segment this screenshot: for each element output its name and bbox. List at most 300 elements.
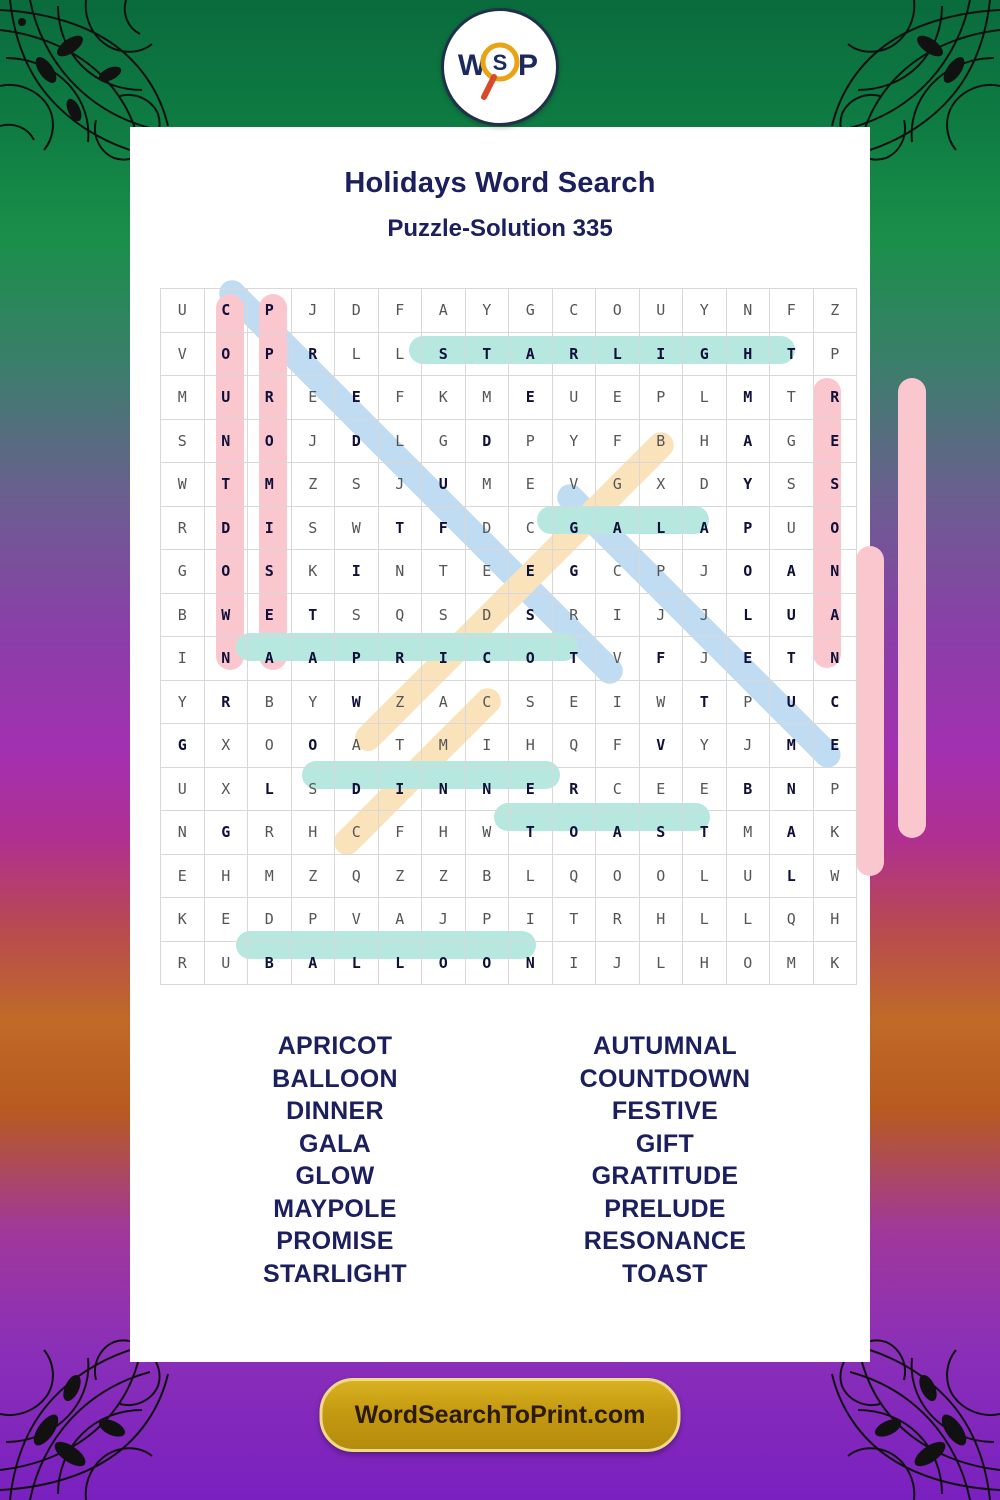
grid-cell[interactable]: E	[465, 550, 509, 594]
grid-row	[161, 854, 857, 898]
grid-cell[interactable]: I	[596, 593, 640, 637]
grid-cell[interactable]: G	[683, 332, 727, 376]
grid-cell[interactable]: Q	[770, 898, 814, 942]
grid-cell[interactable]: K	[813, 941, 857, 985]
grid-cell[interactable]: Z	[378, 680, 422, 724]
grid-cell[interactable]: J	[639, 593, 683, 637]
grid-cell[interactable]: N	[770, 767, 814, 811]
grid-cell[interactable]: M	[726, 376, 770, 420]
grid-cell[interactable]: R	[248, 811, 292, 855]
grid-cell[interactable]: I	[465, 724, 509, 768]
grid-cell[interactable]: O	[726, 941, 770, 985]
grid-cell[interactable]: U	[726, 854, 770, 898]
grid-cell[interactable]: I	[335, 550, 379, 594]
grid-cell[interactable]: V	[639, 724, 683, 768]
grid-cell[interactable]: I	[378, 767, 422, 811]
grid-cell[interactable]: V	[596, 637, 640, 681]
grid-cell[interactable]: P	[726, 680, 770, 724]
website-button-label: WordSearchToPrint.com	[354, 1400, 646, 1429]
grid-cell[interactable]: R	[552, 332, 596, 376]
page-subtitle: Puzzle-Solution 335	[387, 215, 613, 242]
svg-text:P: P	[517, 49, 539, 82]
grid-cell[interactable]: L	[726, 593, 770, 637]
grid-cell[interactable]: M	[770, 724, 814, 768]
grid-cell[interactable]: Y	[683, 724, 727, 768]
grid-cell[interactable]: M	[161, 376, 205, 420]
grid-cell[interactable]: H	[422, 811, 466, 855]
website-button[interactable]	[320, 1378, 681, 1452]
grid-cell[interactable]: L	[335, 332, 379, 376]
grid-cell[interactable]: S	[291, 767, 335, 811]
grid-cell[interactable]: Z	[378, 854, 422, 898]
grid-cell[interactable]: R	[248, 376, 292, 420]
grid-cell[interactable]: O	[248, 419, 292, 463]
grid-cell[interactable]: P	[813, 767, 857, 811]
grid-cell[interactable]: N	[204, 419, 248, 463]
grid-cell[interactable]: N	[726, 289, 770, 333]
grid-cell[interactable]: T	[378, 724, 422, 768]
grid-cell[interactable]: O	[204, 550, 248, 594]
grid-cell[interactable]: U	[770, 506, 814, 550]
grid-cell[interactable]: O	[552, 811, 596, 855]
grid-cell[interactable]: I	[509, 898, 553, 942]
grid-cell[interactable]: U	[639, 289, 683, 333]
grid-cell[interactable]: R	[813, 376, 857, 420]
grid-cell[interactable]: D	[465, 506, 509, 550]
grid-cell[interactable]: T	[683, 680, 727, 724]
grid-cell[interactable]: L	[596, 332, 640, 376]
grid-cell[interactable]: H	[204, 854, 248, 898]
grid-cell[interactable]: E	[683, 767, 727, 811]
grid-cell[interactable]: E	[161, 854, 205, 898]
grid-cell[interactable]: D	[335, 289, 379, 333]
grid-cell[interactable]: W	[813, 854, 857, 898]
grid-cell[interactable]: A	[422, 289, 466, 333]
grid-cell[interactable]: L	[335, 941, 379, 985]
grid-cell[interactable]: R	[161, 506, 205, 550]
grid-cell[interactable]: T	[683, 811, 727, 855]
grid-cell[interactable]: T	[378, 506, 422, 550]
grid-cell[interactable]: H	[639, 898, 683, 942]
grid-row	[161, 376, 857, 420]
grid-cell[interactable]: N	[204, 637, 248, 681]
grid-row	[161, 593, 857, 637]
grid-cell[interactable]: K	[291, 550, 335, 594]
word-list-column-right	[500, 1030, 830, 1290]
grid-cell[interactable]: T	[291, 593, 335, 637]
site-logo	[441, 8, 559, 126]
grid-cell[interactable]: E	[726, 637, 770, 681]
grid-cell[interactable]: A	[726, 419, 770, 463]
grid-cell[interactable]: H	[726, 332, 770, 376]
grid-cell[interactable]: H	[683, 419, 727, 463]
grid-cell[interactable]: Z	[422, 854, 466, 898]
grid-cell[interactable]: A	[683, 506, 727, 550]
grid-cell[interactable]: F	[378, 811, 422, 855]
grid-cell[interactable]: O	[813, 506, 857, 550]
grid-cell[interactable]: E	[509, 767, 553, 811]
grid-cell[interactable]: K	[422, 376, 466, 420]
word-list-item: BALLOON	[272, 1064, 398, 1093]
grid-cell[interactable]: P	[813, 332, 857, 376]
grid-cell[interactable]: P	[726, 506, 770, 550]
word-list-item: APRICOT	[277, 1032, 393, 1060]
grid-cell[interactable]: Q	[552, 854, 596, 898]
grid-cell[interactable]: X	[204, 724, 248, 768]
grid-cell[interactable]: I	[639, 332, 683, 376]
grid-cell[interactable]: M	[465, 376, 509, 420]
grid-row	[161, 680, 857, 724]
grid-cell[interactable]: S	[335, 463, 379, 507]
grid-cell[interactable]: Z	[291, 463, 335, 507]
grid-cell[interactable]: Q	[552, 724, 596, 768]
grid-cell[interactable]: A	[422, 680, 466, 724]
grid-cell[interactable]: X	[639, 463, 683, 507]
grid-cell[interactable]: S	[813, 463, 857, 507]
grid-cell[interactable]: S	[639, 811, 683, 855]
word-list-item: GRATITUDE	[591, 1162, 739, 1190]
grid-cell[interactable]: S	[509, 680, 553, 724]
grid-cell[interactable]: S	[248, 550, 292, 594]
grid-cell[interactable]: O	[509, 637, 553, 681]
grid-cell[interactable]: J	[683, 637, 727, 681]
grid-cell[interactable]: J	[291, 289, 335, 333]
grid-cell[interactable]: A	[291, 637, 335, 681]
grid-cell[interactable]: L	[639, 941, 683, 985]
grid-cell[interactable]: O	[465, 941, 509, 985]
word-search-grid-wrapper	[160, 288, 840, 985]
grid-cell[interactable]: A	[596, 811, 640, 855]
grid-cell[interactable]: G	[552, 506, 596, 550]
grid-cell[interactable]: J	[726, 724, 770, 768]
grid-cell[interactable]: B	[248, 680, 292, 724]
grid-cell[interactable]: B	[465, 854, 509, 898]
word-list-item: FESTIVE	[611, 1097, 719, 1125]
grid-cell[interactable]: M	[770, 941, 814, 985]
grid-cell[interactable]: U	[422, 463, 466, 507]
grid-cell[interactable]: U	[204, 941, 248, 985]
highlight-band-resonance-vertical	[898, 378, 926, 838]
grid-cell[interactable]: C	[335, 811, 379, 855]
grid-cell[interactable]: O	[291, 724, 335, 768]
grid-row	[161, 724, 857, 768]
page-title: Holidays Word Search	[344, 167, 656, 199]
grid-cell[interactable]: A	[770, 811, 814, 855]
grid-cell[interactable]: O	[422, 941, 466, 985]
grid-cell[interactable]: L	[726, 898, 770, 942]
grid-cell[interactable]: Z	[813, 289, 857, 333]
grid-cell[interactable]: Y	[161, 680, 205, 724]
grid-row	[161, 767, 857, 811]
grid-cell[interactable]: J	[683, 550, 727, 594]
grid-cell[interactable]: P	[465, 898, 509, 942]
grid-cell[interactable]: E	[509, 463, 553, 507]
grid-cell[interactable]: A	[335, 724, 379, 768]
word-list-item: PROMISE	[276, 1227, 394, 1255]
grid-cell[interactable]: R	[552, 767, 596, 811]
grid-cell[interactable]: B	[161, 593, 205, 637]
grid-row	[161, 811, 857, 855]
grid-cell[interactable]: L	[683, 898, 727, 942]
grid-cell[interactable]: G	[552, 550, 596, 594]
grid-cell[interactable]: H	[813, 898, 857, 942]
grid-cell[interactable]: F	[639, 637, 683, 681]
grid-cell[interactable]: C	[509, 506, 553, 550]
grid-cell[interactable]: O	[639, 854, 683, 898]
grid-cell[interactable]: U	[161, 767, 205, 811]
grid-cell[interactable]: T	[204, 463, 248, 507]
grid-cell[interactable]: G	[204, 811, 248, 855]
word-search-grid[interactable]	[160, 288, 857, 985]
grid-cell[interactable]: L	[248, 767, 292, 811]
grid-cell[interactable]: D	[248, 898, 292, 942]
grid-cell[interactable]: F	[378, 376, 422, 420]
word-list-item: MAYPOLE	[273, 1194, 397, 1223]
grid-cell[interactable]: F	[596, 724, 640, 768]
grid-cell[interactable]: Y	[552, 419, 596, 463]
grid-cell[interactable]: J	[378, 463, 422, 507]
grid-cell[interactable]: Y	[291, 680, 335, 724]
grid-row	[161, 463, 857, 507]
grid-cell[interactable]: E	[813, 724, 857, 768]
grid-cell[interactable]: Z	[291, 854, 335, 898]
grid-cell[interactable]: A	[596, 506, 640, 550]
grid-cell[interactable]: E	[204, 898, 248, 942]
grid-cell[interactable]: O	[596, 289, 640, 333]
grid-cell[interactable]: S	[422, 332, 466, 376]
grid-cell[interactable]: W	[639, 680, 683, 724]
grid-cell[interactable]: P	[639, 376, 683, 420]
grid-cell[interactable]: X	[204, 767, 248, 811]
grid-cell[interactable]: N	[378, 550, 422, 594]
grid-cell[interactable]: G	[161, 550, 205, 594]
word-list-item: GLOW	[295, 1162, 375, 1190]
grid-cell[interactable]: J	[291, 419, 335, 463]
grid-cell[interactable]: P	[639, 550, 683, 594]
grid-cell[interactable]: Y	[683, 289, 727, 333]
grid-cell[interactable]: J	[422, 898, 466, 942]
grid-cell[interactable]: K	[161, 898, 205, 942]
grid-cell[interactable]: R	[552, 593, 596, 637]
grid-cell[interactable]: V	[335, 898, 379, 942]
grid-cell[interactable]: R	[204, 680, 248, 724]
grid-cell[interactable]: T	[770, 376, 814, 420]
grid-cell[interactable]: U	[552, 376, 596, 420]
grid-cell[interactable]: S	[422, 593, 466, 637]
grid-cell[interactable]: H	[509, 724, 553, 768]
grid-cell[interactable]: U	[770, 593, 814, 637]
grid-cell[interactable]: U	[204, 376, 248, 420]
grid-cell[interactable]: C	[465, 680, 509, 724]
grid-cell[interactable]: F	[422, 506, 466, 550]
grid-cell[interactable]: D	[335, 419, 379, 463]
grid-cell[interactable]: T	[770, 637, 814, 681]
grid-cell[interactable]: G	[596, 463, 640, 507]
grid-cell[interactable]: P	[248, 289, 292, 333]
grid-cell[interactable]: L	[683, 376, 727, 420]
grid-cell[interactable]: A	[378, 898, 422, 942]
grid-cell[interactable]: L	[378, 332, 422, 376]
grid-row	[161, 506, 857, 550]
grid-cell[interactable]: D	[204, 506, 248, 550]
highlight-band-autumnal-vertical	[856, 546, 884, 876]
grid-cell[interactable]: E	[509, 550, 553, 594]
grid-cell[interactable]: P	[248, 332, 292, 376]
grid-cell[interactable]: Y	[726, 463, 770, 507]
grid-cell[interactable]: T	[552, 637, 596, 681]
grid-cell[interactable]: G	[770, 419, 814, 463]
svg-text:S: S	[492, 50, 508, 75]
grid-cell[interactable]: E	[552, 680, 596, 724]
word-list-column-left	[170, 1030, 500, 1290]
grid-cell[interactable]: H	[683, 941, 727, 985]
word-list-item: PRELUDE	[604, 1194, 726, 1223]
grid-cell[interactable]: O	[248, 724, 292, 768]
grid-cell[interactable]: K	[813, 811, 857, 855]
grid-cell[interactable]: S	[335, 593, 379, 637]
grid-cell[interactable]: R	[161, 941, 205, 985]
grid-cell[interactable]: T	[422, 550, 466, 594]
grid-cell[interactable]: T	[770, 332, 814, 376]
grid-cell[interactable]: A	[813, 593, 857, 637]
grid-cell[interactable]: W	[465, 811, 509, 855]
grid-cell[interactable]: O	[596, 854, 640, 898]
grid-cell[interactable]: M	[422, 724, 466, 768]
grid-cell[interactable]: E	[248, 593, 292, 637]
grid-cell[interactable]: F	[770, 289, 814, 333]
grid-cell[interactable]: L	[639, 506, 683, 550]
grid-cell[interactable]: Q	[335, 854, 379, 898]
grid-cell[interactable]: M	[248, 854, 292, 898]
grid-cell[interactable]: G	[422, 419, 466, 463]
grid-cell[interactable]: O	[204, 332, 248, 376]
grid-cell[interactable]: N	[465, 767, 509, 811]
grid-cell[interactable]: D	[465, 593, 509, 637]
grid-cell[interactable]: G	[509, 289, 553, 333]
grid-cell[interactable]: M	[726, 811, 770, 855]
grid-cell[interactable]: Y	[465, 289, 509, 333]
grid-cell[interactable]: G	[161, 724, 205, 768]
grid-cell[interactable]: N	[813, 637, 857, 681]
grid-cell[interactable]: I	[552, 941, 596, 985]
grid-cell[interactable]: F	[596, 419, 640, 463]
grid-cell[interactable]: S	[161, 419, 205, 463]
grid-cell[interactable]: L	[683, 854, 727, 898]
grid-cell[interactable]: F	[378, 289, 422, 333]
word-list-item: AUTUMNAL	[592, 1032, 738, 1060]
grid-cell[interactable]: P	[509, 419, 553, 463]
grid-cell[interactable]: N	[813, 550, 857, 594]
grid-cell[interactable]: T	[552, 898, 596, 942]
grid-cell[interactable]: N	[509, 941, 553, 985]
grid-cell[interactable]: A	[248, 637, 292, 681]
grid-cell[interactable]: D	[465, 419, 509, 463]
grid-row	[161, 637, 857, 681]
grid-cell[interactable]: R	[596, 898, 640, 942]
grid-cell[interactable]: I	[596, 680, 640, 724]
grid-cell[interactable]: E	[813, 419, 857, 463]
grid-cell[interactable]: U	[161, 289, 205, 333]
grid-cell[interactable]: P	[335, 637, 379, 681]
grid-cell[interactable]: C	[813, 680, 857, 724]
grid-cell[interactable]: E	[509, 376, 553, 420]
grid-cell[interactable]: S	[291, 506, 335, 550]
word-list-item: DINNER	[286, 1097, 384, 1125]
grid-cell[interactable]: A	[291, 941, 335, 985]
grid-cell[interactable]: T	[509, 811, 553, 855]
grid-cell[interactable]: D	[335, 767, 379, 811]
grid-cell[interactable]: W	[161, 463, 205, 507]
grid-cell[interactable]: P	[291, 898, 335, 942]
grid-cell[interactable]: L	[770, 854, 814, 898]
grid-cell[interactable]: B	[726, 767, 770, 811]
grid-cell[interactable]: S	[509, 593, 553, 637]
grid-cell[interactable]: B	[248, 941, 292, 985]
grid-cell[interactable]: H	[291, 811, 335, 855]
word-list-item: STARLIGHT	[263, 1259, 407, 1288]
grid-cell[interactable]: E	[335, 376, 379, 420]
grid-cell[interactable]: U	[770, 680, 814, 724]
grid-row	[161, 941, 857, 985]
grid-cell[interactable]: R	[291, 332, 335, 376]
grid-cell[interactable]: V	[161, 332, 205, 376]
grid-cell[interactable]: L	[378, 419, 422, 463]
grid-cell[interactable]: I	[248, 506, 292, 550]
word-list-item: TOAST	[622, 1259, 708, 1288]
grid-cell[interactable]: C	[596, 550, 640, 594]
grid-cell[interactable]: E	[596, 376, 640, 420]
grid-cell[interactable]: V	[552, 463, 596, 507]
grid-cell[interactable]: S	[770, 463, 814, 507]
grid-cell[interactable]: L	[509, 854, 553, 898]
grid-cell[interactable]: M	[465, 463, 509, 507]
grid-cell[interactable]: Q	[378, 593, 422, 637]
grid-cell[interactable]: L	[378, 941, 422, 985]
grid-cell[interactable]: W	[204, 593, 248, 637]
grid-cell[interactable]: A	[509, 332, 553, 376]
grid-cell[interactable]: J	[683, 593, 727, 637]
grid-cell[interactable]: W	[335, 506, 379, 550]
grid-cell[interactable]: C	[465, 637, 509, 681]
grid-cell[interactable]: E	[639, 767, 683, 811]
grid-cell[interactable]: T	[465, 332, 509, 376]
grid-cell[interactable]: D	[683, 463, 727, 507]
grid-cell[interactable]: M	[248, 463, 292, 507]
grid-cell[interactable]: W	[335, 680, 379, 724]
grid-cell[interactable]: R	[378, 637, 422, 681]
grid-cell[interactable]: C	[552, 289, 596, 333]
grid-cell[interactable]: N	[161, 811, 205, 855]
grid-row	[161, 898, 857, 942]
word-list-item: COUNTDOWN	[579, 1064, 751, 1093]
grid-cell[interactable]: I	[422, 637, 466, 681]
word-list	[130, 1030, 870, 1290]
grid-cell[interactable]: C	[204, 289, 248, 333]
grid-cell[interactable]: J	[596, 941, 640, 985]
word-list-item: RESONANCE	[583, 1227, 747, 1255]
grid-cell[interactable]: O	[726, 550, 770, 594]
grid-row	[161, 550, 857, 594]
grid-row	[161, 289, 857, 333]
grid-cell[interactable]: A	[770, 550, 814, 594]
grid-cell[interactable]: I	[161, 637, 205, 681]
grid-cell[interactable]: B	[639, 419, 683, 463]
grid-cell[interactable]: N	[422, 767, 466, 811]
grid-row	[161, 419, 857, 463]
grid-cell[interactable]: C	[596, 767, 640, 811]
puzzle-sheet	[130, 127, 870, 1362]
grid-cell[interactable]: E	[291, 376, 335, 420]
